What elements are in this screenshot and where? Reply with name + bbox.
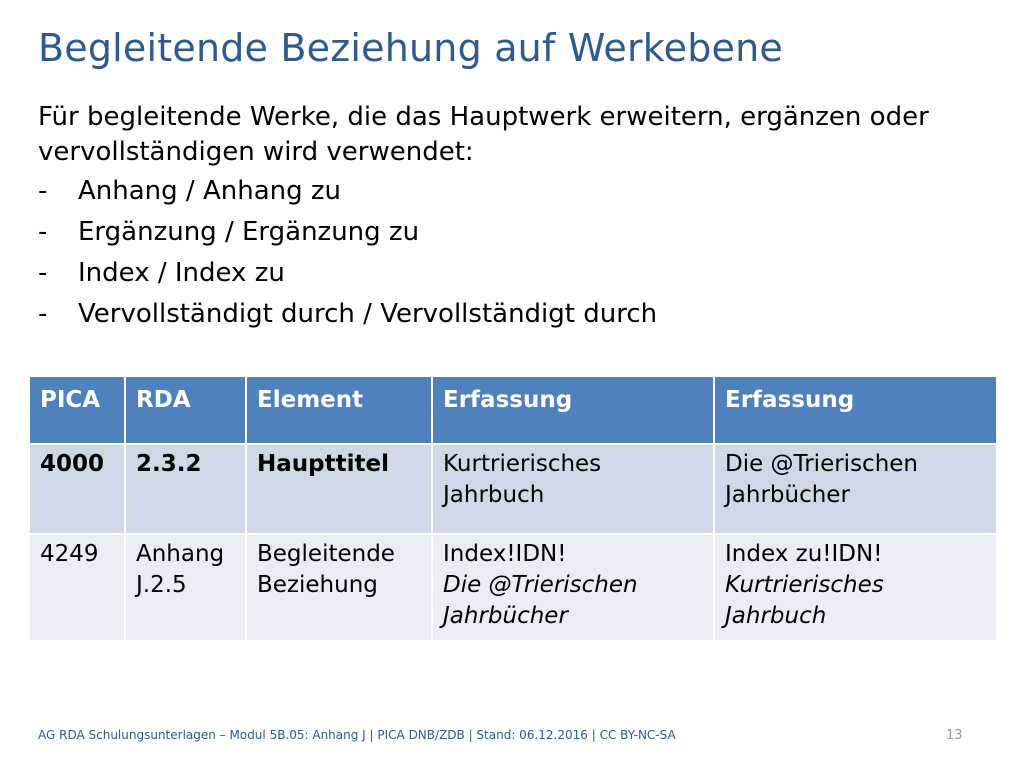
table-row	[29, 534, 997, 641]
cell-line: Index zu!IDN!	[725, 541, 883, 567]
cell-erfassung: Kurtrierisches Jahrbuch	[432, 444, 714, 534]
table-header-row	[29, 376, 997, 444]
cell-element: Begleitende Beziehung	[246, 534, 432, 641]
bullet-list	[38, 174, 657, 338]
cell-erfassung	[432, 534, 714, 641]
bullet-marker: -	[38, 299, 48, 329]
page-number: 13	[946, 728, 963, 743]
cell-pica: 4249	[29, 534, 125, 641]
cell-rda: Anhang J.2.5	[125, 534, 246, 641]
cell-element: Haupttitel	[246, 444, 432, 534]
list-item	[38, 174, 657, 215]
intro-text: Für begleitende Werke, die das Hauptwerk erweitern, ergänzen oder vervollständigen wird verwendet:	[38, 102, 929, 167]
mapping-table	[28, 375, 998, 642]
cell-line-italic: Die @Trierischen Jahrbücher	[443, 572, 638, 629]
slide-title: Begleitende Beziehung auf Werkebene	[38, 26, 783, 70]
list-item-text: Ergänzung / Ergänzung zu	[78, 217, 420, 247]
cell-erfassung: Die @Trierischen Jahrbücher	[714, 444, 997, 534]
cell-line: Index!IDN!	[443, 541, 567, 567]
footer-text: AG RDA Schulungsunterlagen – Modul 5B.05: Anhang J | PICA DNB/ZDB | Stand: 06.12.2016 | CC BY-NC-SA	[38, 728, 676, 742]
list-item-text: Index / Index zu	[78, 258, 285, 288]
bullet-marker: -	[38, 176, 48, 206]
column-header-pica: PICA	[29, 376, 125, 444]
column-header-erfassung: Erfassung	[714, 376, 997, 444]
list-item-text: Anhang / Anhang zu	[78, 176, 341, 206]
column-header-rda: RDA	[125, 376, 246, 444]
cell-pica: 4000	[29, 444, 125, 534]
cell-rda: 2.3.2	[125, 444, 246, 534]
list-item	[38, 297, 657, 338]
bullet-marker: -	[38, 258, 48, 288]
list-item-text: Vervollständigt durch / Vervollständigt durch	[78, 299, 658, 329]
table-row	[29, 444, 997, 534]
column-header-element: Element	[246, 376, 432, 444]
column-header-erfassung: Erfassung	[432, 376, 714, 444]
list-item	[38, 215, 657, 256]
cell-erfassung	[714, 534, 997, 641]
cell-line-italic: Kurtrierisches Jahrbuch	[725, 572, 884, 629]
bullet-marker: -	[38, 217, 48, 247]
list-item	[38, 256, 657, 297]
